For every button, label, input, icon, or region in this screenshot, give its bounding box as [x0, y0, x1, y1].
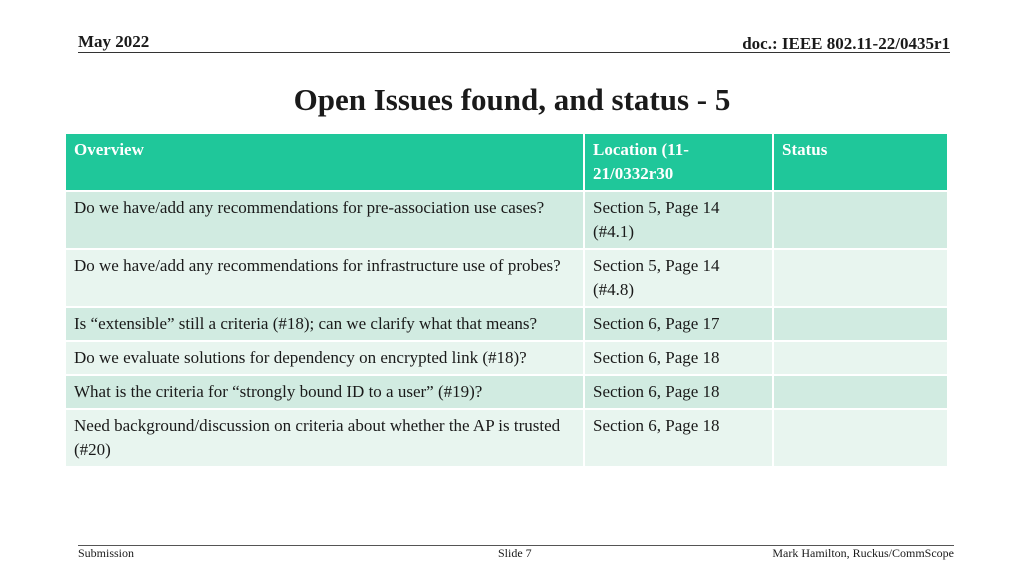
header-doc-id: doc.: IEEE 802.11-22/0435r1 — [742, 34, 950, 53]
table-row — [65, 191, 948, 249]
location-cell: Section 5, Page 14 (#4.1) — [584, 191, 773, 249]
location-cell: Section 6, Page 18 — [584, 375, 773, 409]
table-row — [65, 307, 948, 341]
overview-cell: Do we evaluate solutions for dependency on encrypted link (#18)? — [65, 341, 584, 375]
header-date: May 2022 — [78, 32, 150, 51]
header-status: Status — [773, 133, 948, 191]
status-cell — [773, 191, 948, 249]
issues-table — [64, 132, 949, 468]
overview-cell: What is the criteria for “strongly bound ID to a user” (#19)? — [65, 375, 584, 409]
overview-cell: Do we have/add any recommendations for pre-association use cases? — [65, 191, 584, 249]
status-cell — [773, 249, 948, 307]
slide-title: Open Issues found, and status - 5 — [293, 82, 731, 117]
overview-cell: Need background/discussion on criteria about whether the AP is trusted (#20) — [65, 409, 584, 467]
footer-author: Mark Hamilton, Ruckus/CommScope — [772, 546, 954, 560]
status-cell — [773, 341, 948, 375]
table-row — [65, 249, 948, 307]
status-cell — [773, 375, 948, 409]
header-divider — [78, 52, 950, 53]
header-location: Location (11-21/0332r30 — [584, 133, 773, 191]
status-cell — [773, 307, 948, 341]
table-row — [65, 375, 948, 409]
table-row — [65, 409, 948, 467]
location-cell: Section 6, Page 18 — [584, 341, 773, 375]
footer-slide-number: Slide 7 — [498, 546, 532, 560]
table-row — [65, 341, 948, 375]
status-cell — [773, 409, 948, 467]
header-overview: Overview — [65, 133, 584, 191]
overview-cell: Is “extensible” still a criteria (#18); can we clarify what that means? — [65, 307, 584, 341]
location-cell: Section 6, Page 18 — [584, 409, 773, 467]
overview-cell: Do we have/add any recommendations for infrastructure use of probes? — [65, 249, 584, 307]
location-cell: Section 5, Page 14 (#4.8) — [584, 249, 773, 307]
table-header-row — [65, 133, 948, 191]
location-cell: Section 6, Page 17 — [584, 307, 773, 341]
footer-submission: Submission — [78, 546, 135, 560]
